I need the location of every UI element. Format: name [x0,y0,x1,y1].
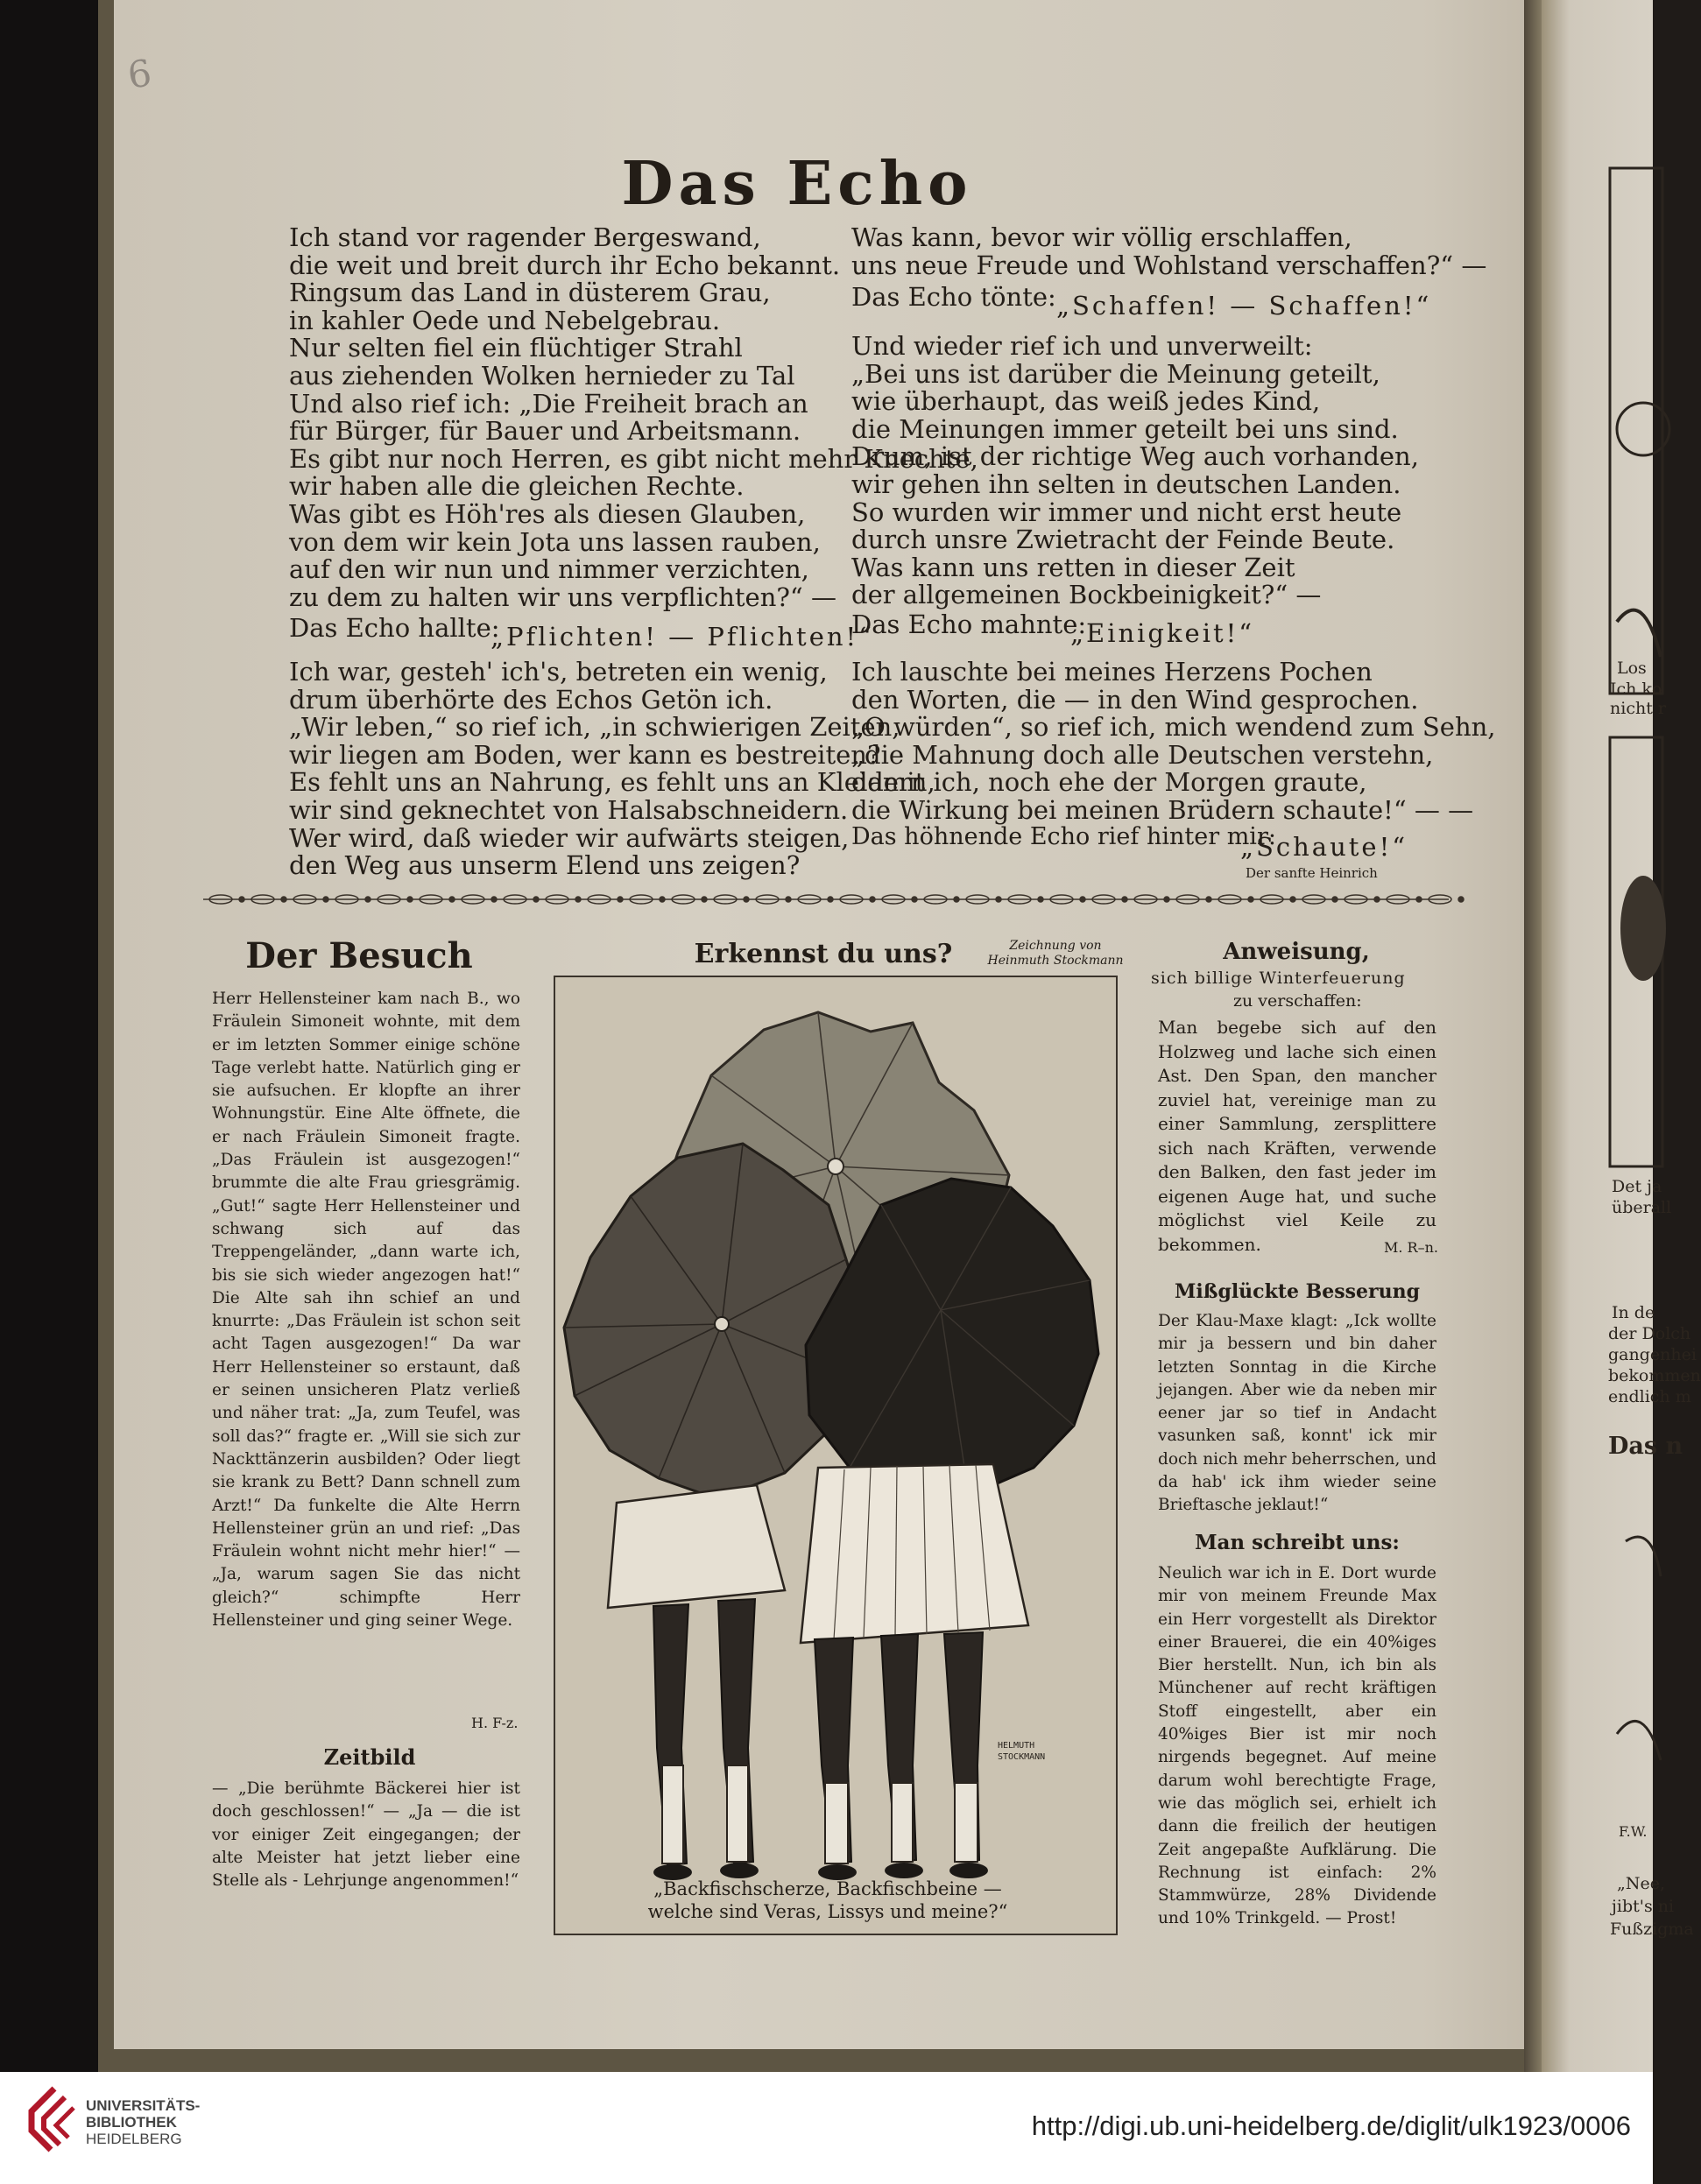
stocking [727,1765,748,1862]
source-url-link[interactable]: http://digi.ub.uni-heidelberg.de/diglit/ulk1923/0006 [1031,2110,1631,2141]
illustration-signature-2: STOCKMANN [998,1752,1046,1762]
echo-last-label: Das höhnende Echo rief hinter mir: [851,823,1276,850]
echo-einigkeit: „Einigkeit!“ [1070,618,1255,648]
divider-dot [281,897,286,902]
poem-line: Was kann uns retten in dieser Zeit [851,552,1295,582]
caption-line-1: „Backfischscherze, Backfischbeine — [653,1878,1002,1899]
poem-line: Was kann, bevor wir völlig erschlaffen, [851,222,1352,252]
next-page-cartoon-2 [1608,736,1653,1173]
schreibt-text: Neulich war ich in E. Dort wurde mir von meinem Freunde Max ein Herr vorgestellt als Direktor einer Brauerei, die ein 40%iges Bier herstellt. Nun, ich bin als Münchener auf recht kräftigen Stoff eingestellt, aber ein 40%iges Bier ist mir noch nirgends begegnet. Auf meine darum wohl berechtigte Frage, wie das möglich sei, erhielt ich dann die freilich der heutigen Zeit angepaßte Aufklärung. Die Rechnung ist einfach: 2% Stammwürze, 28% Dividende und 10% Trinkgeld. — Prost! [1158,1564,1436,1928]
library-name-2: BIBLIOTHEK [86,2114,177,2131]
schreibt-title: Man schreibt uns: [1195,1531,1400,1554]
poem-line: von dem wir kein Jota uns lassen rauben, [289,526,821,557]
fragment: Ich ko [1610,680,1662,699]
besuch-author: H. F-z. [471,1715,519,1731]
poem-line: Es fehlt uns an Nahrung, es fehlt uns an Kleidern, [289,767,935,798]
divider-dot [660,897,665,902]
divider-dot [1374,897,1380,902]
poem-author: Der sanfte Heinrich [1246,865,1378,881]
divider-dot [996,897,1001,902]
poem-line: die Meinungen immer geteilt bei uns sind. [851,413,1399,444]
poem-line: So wurden wir immer und nicht erst heute [851,497,1402,527]
divider-dot [1416,897,1422,902]
shoe [949,1863,988,1878]
besserung-text: Der Klau-Maxe klagt: „Ick wollte mir ja bessern und bin daher letzten Sonntag in die Kirche jejangen. Aber wie da neben mir eener jar so tief in Andacht vasunken saß, konnt' ick mir doch nich mehr beherrschen, und da hab' ick ihm wieder seine Brieftasche jeklaut!“ [1158,1312,1436,1515]
anweisung-title: Anweisung, [1223,939,1370,965]
echo-pflichten: „Pflichten! — Pflichten!“ [491,622,875,652]
illustration-credit-1: Zeichnung von [1009,939,1102,953]
fragment: F.W. [1619,1823,1648,1840]
poem-line: durch unsre Zwietracht der Feinde Beute. [851,525,1395,555]
shoe [720,1863,759,1878]
divider-dot [1248,897,1253,902]
divider-dot [323,897,328,902]
poem-line: auf den wir nun und nimmer verzichten, [289,554,809,585]
poem-line: wir liegen am Boden, wer kann es bestreiten? [289,739,881,770]
poem-line: „die Mahnung doch alle Deutschen verstehn, [851,739,1434,770]
stocking [955,1783,978,1862]
zeitbild-title: Zeitbild [323,1744,416,1770]
divider-dot [1206,897,1211,902]
poem-line: aus ziehenden Wolken hernieder zu Tal [289,360,795,391]
divider-dot [1038,897,1043,902]
echo-toente-label: Das Echo tönte: [851,282,1056,312]
next-page-cartoon-1 [1608,166,1653,709]
poem-line: Ich lauschte bei meines Herzens Pochen [851,657,1373,687]
anweisung-author: M. R–n. [1384,1239,1438,1256]
fragment: jibt's ni [1612,1897,1675,1916]
poem-line: Ich war, gesteh' ich's, betreten ein wenig, [289,657,828,687]
stocking [892,1783,913,1862]
poem-line: zu dem zu halten wir uns verpflichten?“ — [289,581,836,612]
illustration-title: Erkennst du uns? [694,939,953,969]
divider-dot [870,897,875,902]
fragment: Das n [1608,1433,1683,1460]
fragment: überall [1612,1198,1672,1217]
besuch-title: Der Besuch [245,935,473,976]
anweisung-text: Man begebe sich auf den Holzweg und lache sich einen Ast. Den Span, den mancher zuviel hat, vereinige man zu einer Sammlung, zersplittere sich nach Kräften, verwende den Balken, den fast jeder im eigenen Auge hat, und suche möglichst viel Keile zu bekommen. [1158,1017,1436,1255]
shoe [885,1863,923,1878]
book-gutter [1524,0,1543,2072]
poem-line: wir haben alle die gleichen Rechte. [289,471,745,502]
library-name-1: UNIVERSITÄTS- [86,2097,201,2114]
divider-dot [744,897,749,902]
echo-hallte-label: Das Echo hallte: [289,613,500,643]
fragment: Fußzigma [1610,1920,1694,1939]
poem-line: „Wir leben,“ so rief ich, „in schwierigen Zeiten, [289,712,900,743]
umbrella-illustration [554,976,1118,1935]
besserung-title: Mißglückte Besserung [1175,1280,1420,1303]
skirt-right [801,1464,1028,1643]
zeitbild-text: — „Die berühmte Bäckerei hier ist doch geschlossen!“ — „Ja — die ist vor einiger Zeit eingegangen; der alte Meister hat jetzt lieber eine Stelle als - Lehrjunge angenommen!“ [212,1779,520,1891]
echo-mahnte-label: Das Echo mahnte: [851,609,1087,639]
divider-dot [702,897,707,902]
poem-line: Es gibt nur noch Herren, es gibt nicht mehr Knechte, [289,443,978,474]
umbrella-drawing [555,977,1116,1934]
divider-dot [1332,897,1338,902]
poem-line: Ich stand vor ragender Bergeswand, [289,222,761,252]
divider-dot [618,897,623,902]
library-logo-icon [25,2085,79,2153]
poem-line: die weit und breit durch ihr Echo bekannt. [289,250,841,280]
ornamental-divider [203,890,1449,909]
fragment: gangenhei [1608,1345,1697,1364]
fragment: Det ja [1612,1177,1662,1196]
divider-dot [1458,897,1464,902]
poem-right-stanza-1 [851,224,1486,279]
divider-dot [449,897,455,902]
fragment: endlich m [1608,1387,1691,1406]
anweisung-subtitle-2: zu verschaffen: [1233,991,1362,1011]
poem-line: wir gehen ihn selten in deutschen Landen. [851,469,1401,499]
divider-dot [828,897,833,902]
divider-dot [239,897,244,902]
fragment: nicht r [1610,699,1666,718]
next-page-cartoon-3 [1608,1471,1653,1856]
divider-dot [912,897,917,902]
stocking [825,1783,848,1863]
poem-right-stanza-3 [851,659,1496,825]
poem-line: Und also rief ich: „Die Freiheit brach an [289,388,808,419]
page-marker: 6 [124,51,155,97]
poem-line: wir sind geknechtet von Halsabschneidern. [289,794,849,825]
poem-line: Und wieder rief ich und unverweilt: [851,331,1313,361]
illustration-credit-2: Heinmuth Stockmann [987,954,1124,968]
poem-title: Das Echo [621,149,973,219]
poem-line: in kahler Oede und Nebelgebrau. [289,305,721,335]
divider-dot [1122,897,1127,902]
illustration-signature-1: HELMUTH [998,1741,1035,1751]
illustration-caption [631,1878,1025,1923]
divider-dot [1080,897,1085,902]
poem-line: drum überhörte des Echos Getön ich. [289,684,773,715]
divider-dot [954,897,959,902]
fragment: Los [1617,659,1647,678]
poem-left-stanza-2 [289,659,935,880]
poem-line: den Worten, die — in den Wind gesprochen. [851,684,1419,715]
poem-line: „Bei uns ist darüber die Meinung geteilt, [851,358,1380,389]
poem-line: Nur selten fiel ein flüchtiger Strahl [289,333,743,363]
skirt-left [608,1485,785,1608]
divider-dot [407,897,413,902]
stocking [662,1765,683,1863]
poem-line: die Wirkung bei meinen Brüdern schaute!“ — — [851,794,1474,825]
fragment: „Nee, [1617,1874,1665,1893]
poem-line: „O würden“, so rief ich, mich wendend zum Sehn, [851,712,1496,743]
divider-dot [1164,897,1169,902]
anweisung-subtitle-1: sich billige Winterfeuerung [1151,969,1406,988]
fragment: der Dolch [1608,1324,1691,1343]
poem-line: den Weg aus unserm Elend uns zeigen? [289,850,801,881]
poem-line: Ringsum das Land in düsterem Grau, [289,278,771,308]
divider-dot [533,897,539,902]
library-name-3: HEIDELBERG [86,2131,182,2147]
echo-schaffen: „Schaffen! — Schaffen!“ [1056,291,1432,321]
divider-dot [1290,897,1295,902]
besuch-text: Herr Hellensteiner kam nach B., wo Fräulein Simoneit wohnte, mit dem er im letzten Sommer einige schöne Tage verlebt hatte. Natürlich ging er sie aufsuchen. Er klopfte an ihrer Wohnungstür. Eine Alte öffnete, die er nach Fräulein Simoneit fragte. „Das Fräulein ist ausgezogen!“ brummte die alte Frau griesgrämig. „Gut!“ sagte Herr Hellensteiner und schwang sich auf das Treppengeländer, „dann warte ich, bis sie sich wieder angezogen hat!“ Die Alte sah ihn schief an und knurrte: „Das Fräulein ist schon seit acht Tagen ausgezogen!“ Da war Herr Hellensteiner so erstaunt, daß er seinen unsicheren Platz verließ und näher trat: „Ja, zum Teufel, was soll das?“ fragte er. „Will sie sich zur Nackttänzerin ausbilden? Oder liegt sie krank zu Bett? Dann schnell zum Arzt!“ Da funkelte die Alte Herrn Hellensteiner grün an und rief: „Das Fräulein wohnt nicht mehr hier!“ — „Ja, warum sagen Sie das nicht gleich?“ schimpfte Herr Hellensteiner und ging seiner Wege. [212,990,520,1631]
poem-line: uns neue Freude und Wohlstand verschaffen?“ — [851,250,1487,280]
poem-line: damit ich, noch ehe der Morgen graute, [851,767,1367,798]
library-name [86,2097,200,2147]
poem-line: Was gibt es Höh'res als diesen Glauben, [289,498,806,529]
divider-dot [786,897,791,902]
fragment: bekommen [1608,1366,1701,1385]
poem-right-stanza-2 [851,333,1419,609]
caption-line-2: welche sind Veras, Lissys und meine?“ [647,1901,1008,1922]
poem-line: Wer wird, daß wieder wir aufwärts steigen, [289,822,850,853]
divider-dot [575,897,581,902]
divider-dot [491,897,497,902]
echo-schaute: „Schaute!“ [1240,832,1408,862]
poem-line: wie überhaupt, das weiß jedes Kind, [851,386,1321,417]
poem-line: Drum, ist der richtige Weg auch vorhanden, [851,441,1419,472]
fragment: In de [1612,1303,1655,1322]
divider-dot [365,897,371,902]
poem-line: für Bürger, für Bauer und Arbeitsmann. [289,416,801,447]
poem-line: der allgemeinen Bockbeinigkeit?“ — [851,580,1322,610]
